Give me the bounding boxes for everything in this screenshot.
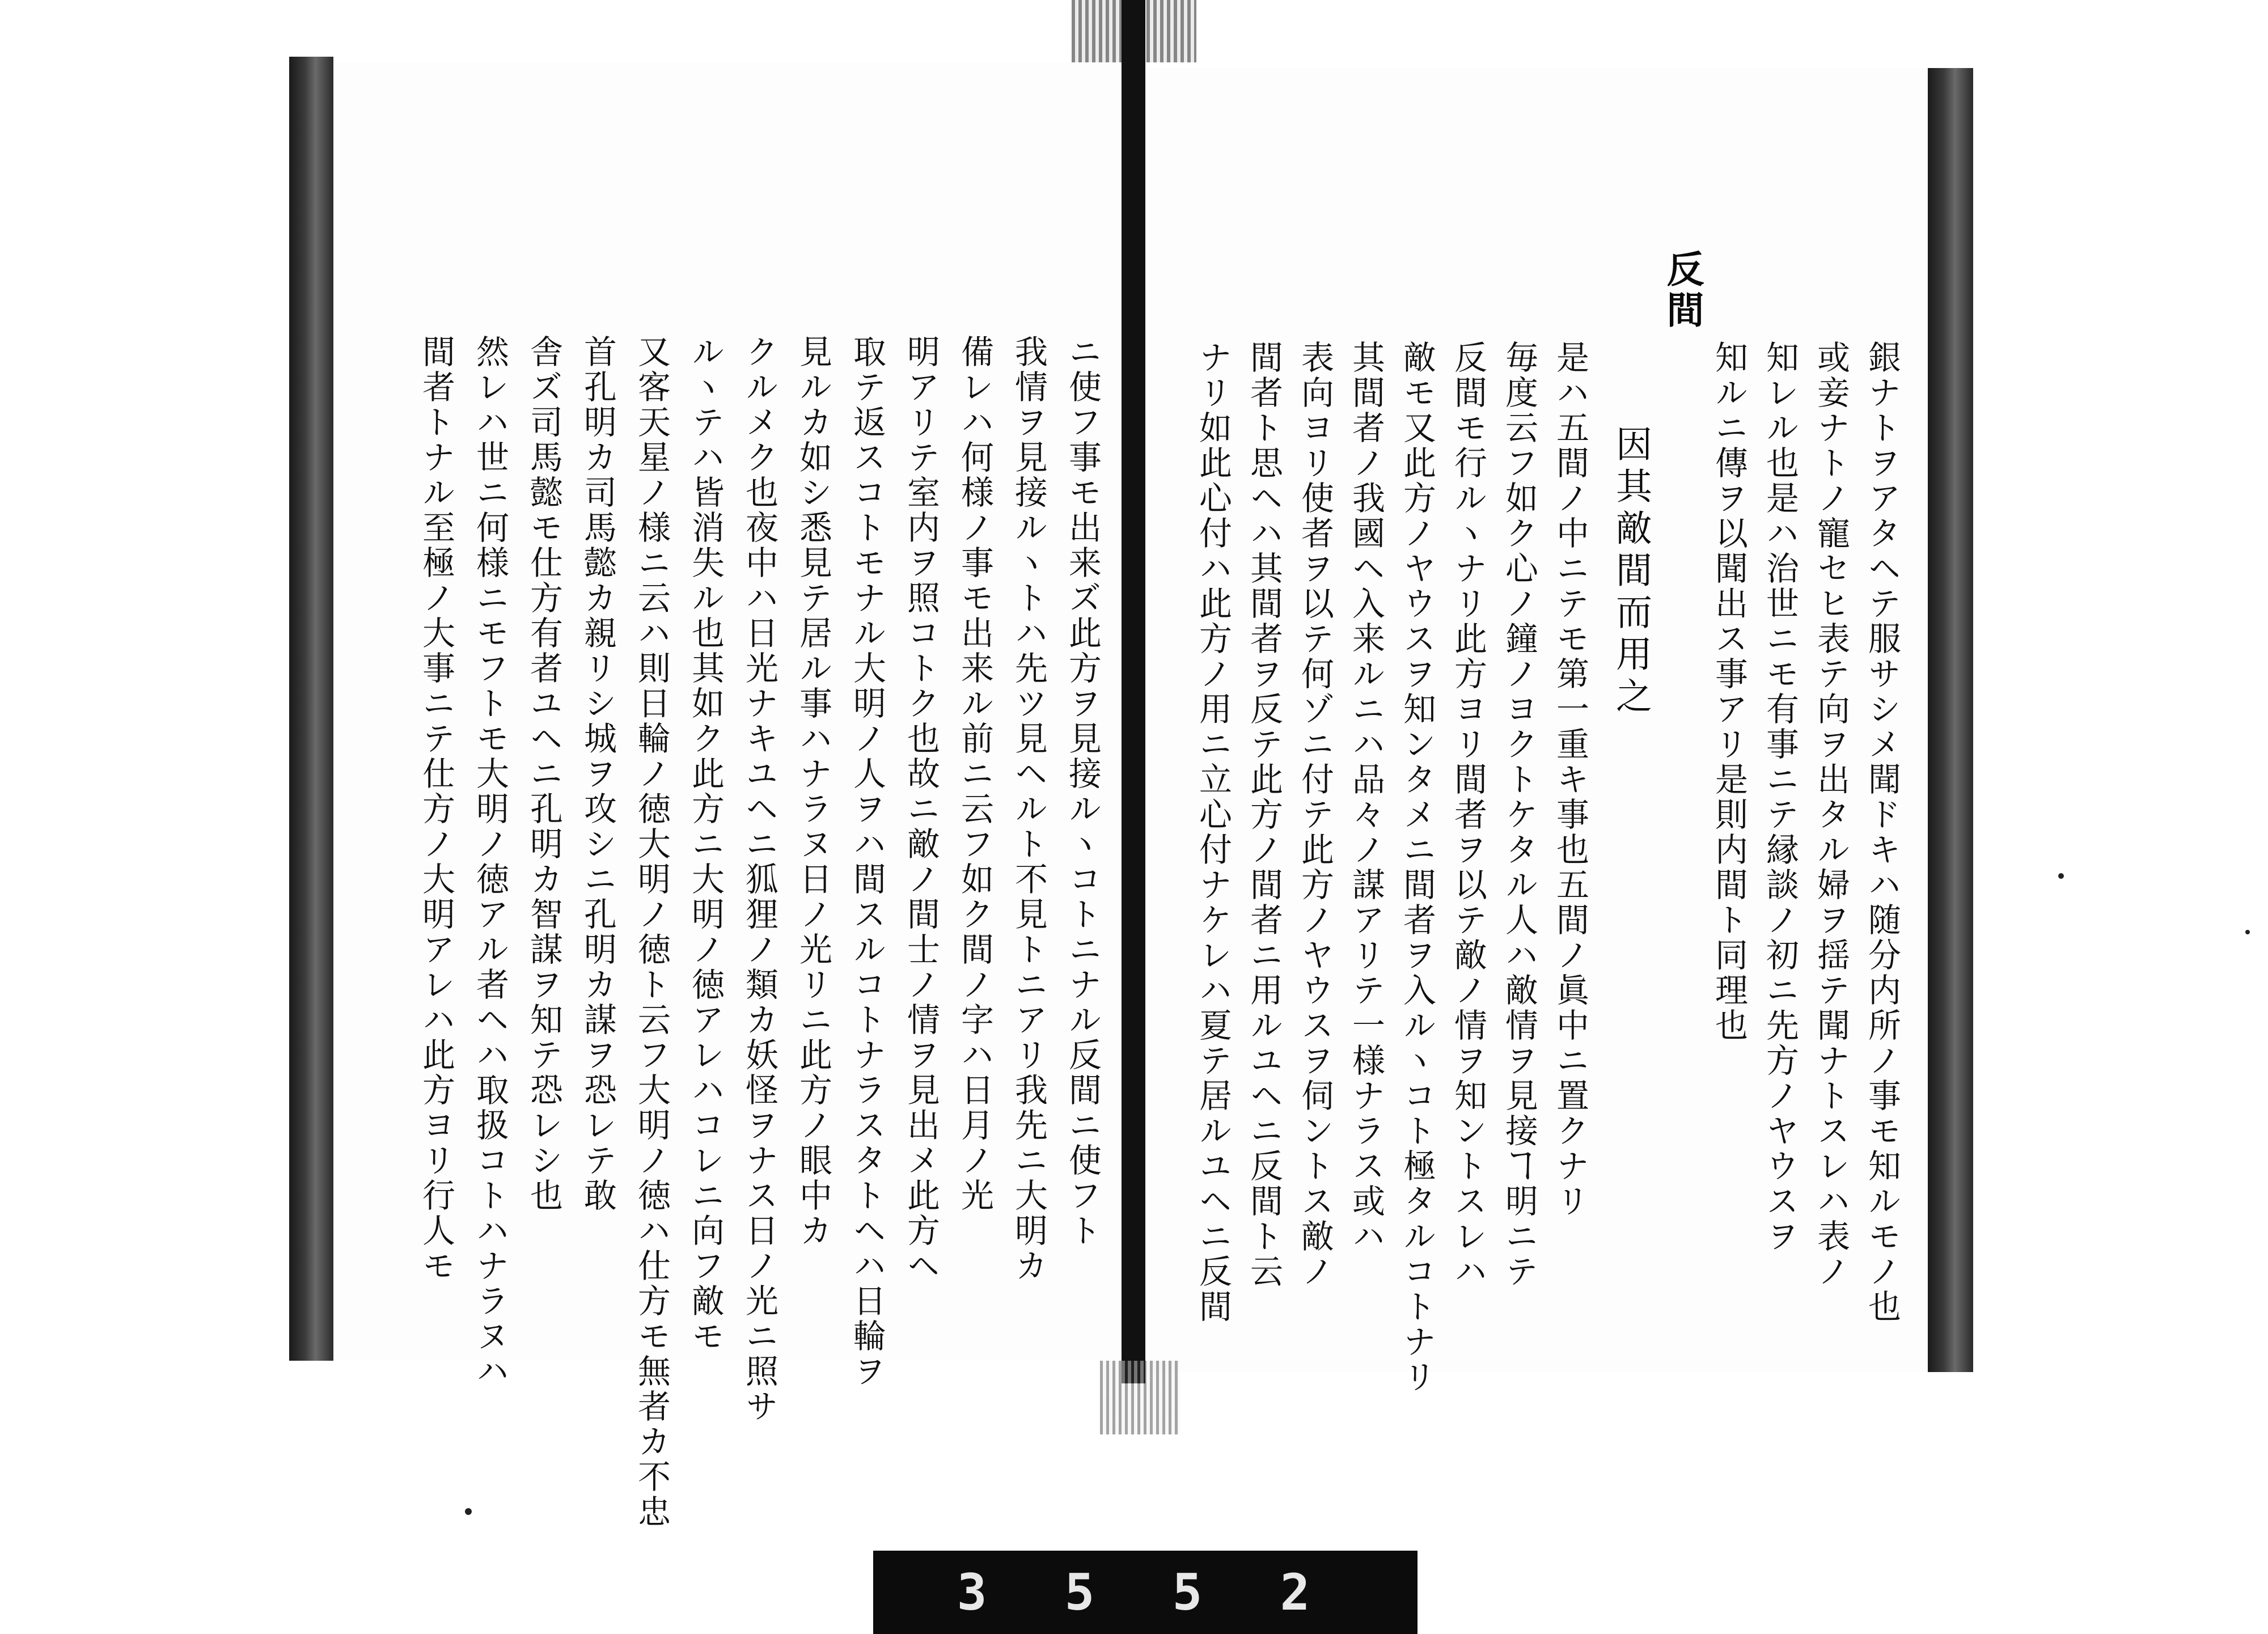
right-body-line-3: 反間モ行ルヽナリ此方ヨリ間者ヲ以テ敵ノ情ヲ知ントスレハ — [1449, 340, 1487, 1289]
right-body-line-2: 毎度云フ如ク心ノ鐘ノヨクトケタル人ハ敵情ヲ見接ヿ明ニテ — [1500, 340, 1538, 1289]
scan-speck — [465, 1508, 472, 1515]
book-spine — [1122, 0, 1145, 1383]
section-subheading: 因其敵間而用之 — [1610, 425, 1652, 719]
scan-speck — [2058, 873, 2064, 879]
left-page-line-2: 我情ヲ見接ルヽトハ先ツ見ヘルト不見トニアリ我先ニ大明カ — [1009, 335, 1048, 1284]
right-page-line-4: 知ルニ傳ヲ以聞出ス事アリ是則内間ト同理也 — [1710, 340, 1748, 1043]
left-page-line-6: 見ルカ如シ悉見テ居ル事ハナラヌ日ノ光リニ此方ノ眼中カ — [794, 335, 832, 1248]
left-page-line-8: ルヽテハ皆消失ル也其如ク此方ニ大明ノ徳アレハコレニ向フ敵モ — [686, 335, 725, 1354]
catalogue-number-stamp — [873, 1551, 1417, 1634]
right-body-line-8: ナリ如此心付ハ此方ノ用ニ立心付ナケレハ夏テ居ルユヘニ反間 — [1194, 340, 1232, 1324]
right-body-line-6: 表向ヨリ使者ヲ以テ何ゾニ付テ此方ノヤウスヲ伺ントス敵ノ — [1296, 340, 1334, 1289]
right-page-line-2: 或妾ナトノ寵セヒ表テ向ヲ出タル婦ヲ揺テ聞ナトスレハ表ノ — [1812, 340, 1850, 1289]
left-page-line-12: 然レハ世ニ何様ニモフトモ大明ノ徳アル者ヘハ取扱コトハナラヌハ — [471, 335, 509, 1389]
right-body-line-7: 間者ト思ヘハ其間者ヲ反テ此方ノ間者ニ用ルユヘニ反間ト云 — [1245, 340, 1283, 1289]
left-page-line-9: 又客天星ノ様ニ云ハ則日輪ノ徳大明ノ徳ト云フ大明ノ徳ハ仕方モ無者カ不忠 — [632, 335, 671, 1530]
left-page-line-10: 首孔明カ司馬懿カ親リシ城ヲ攻シニ孔明カ謀ヲ恐レテ敢 — [578, 335, 617, 1213]
left-page-edge — [289, 57, 333, 1361]
scan-speck — [2245, 930, 2250, 934]
left-page-line-5: 取テ返スコトモナル大明ノ人ヲハ間スルコトナラスタトヘハ日輪ヲ — [848, 335, 886, 1389]
right-body-line-5: 其間者ノ我國ヘ入来ルニハ品々ノ謀アリテ一様ナラス或ハ — [1347, 340, 1385, 1254]
section-heading: 反間 — [1660, 249, 1704, 331]
right-body-line-1: 是ハ五間ノ中ニテモ第一重キ事也五間ノ眞中ニ置クナリ — [1551, 340, 1589, 1219]
left-page-line-4: 明アリテ室内ヲ照コトク也故ニ敵ノ間士ノ情ヲ見出メ此方ヘ — [902, 335, 940, 1284]
right-page-line-3: 知レル也是ハ治世ニモ有事ニテ縁談ノ初ニ先方ノヤウスヲ — [1761, 340, 1799, 1254]
left-page-line-13: 間者トナル至極ノ大事ニテ仕方ノ大明アレハ此方ヨリ行人モ — [417, 335, 455, 1284]
binding-bottom-shadow — [1100, 1361, 1179, 1434]
right-page-edge — [1928, 68, 1973, 1372]
left-page-line-7: クルメク也夜中ハ日光ナキユヘニ狐狸ノ類カ妖怪ヲナス日ノ光ニ照サ — [740, 335, 778, 1424]
right-page-line-1: 銀ナトヲアタヘテ服サシメ聞ドキハ随分内所ノ事モ知ルモノ也 — [1863, 340, 1901, 1324]
left-page-line-11: 舎ズ司馬懿モ仕方有者ユヘニ孔明カ智謀ヲ知テ恐レシ也 — [524, 335, 563, 1213]
left-page-line-1: ニ使フ事モ出来ズ此方ヲ見接ルヽコトニナル反間ニ使フト — [1063, 335, 1102, 1248]
left-page-line-3: 備レハ何様ノ事モ出来ル前ニ云フ如ク間ノ字ハ日月ノ光 — [955, 335, 994, 1213]
right-body-line-4: 敵モ又此方ノヤウスヲ知ンタメニ間者ヲ入ルヽコト極タルコトナリ — [1398, 340, 1436, 1395]
catalogue-number: 3 5 5 2 — [957, 1563, 1334, 1622]
